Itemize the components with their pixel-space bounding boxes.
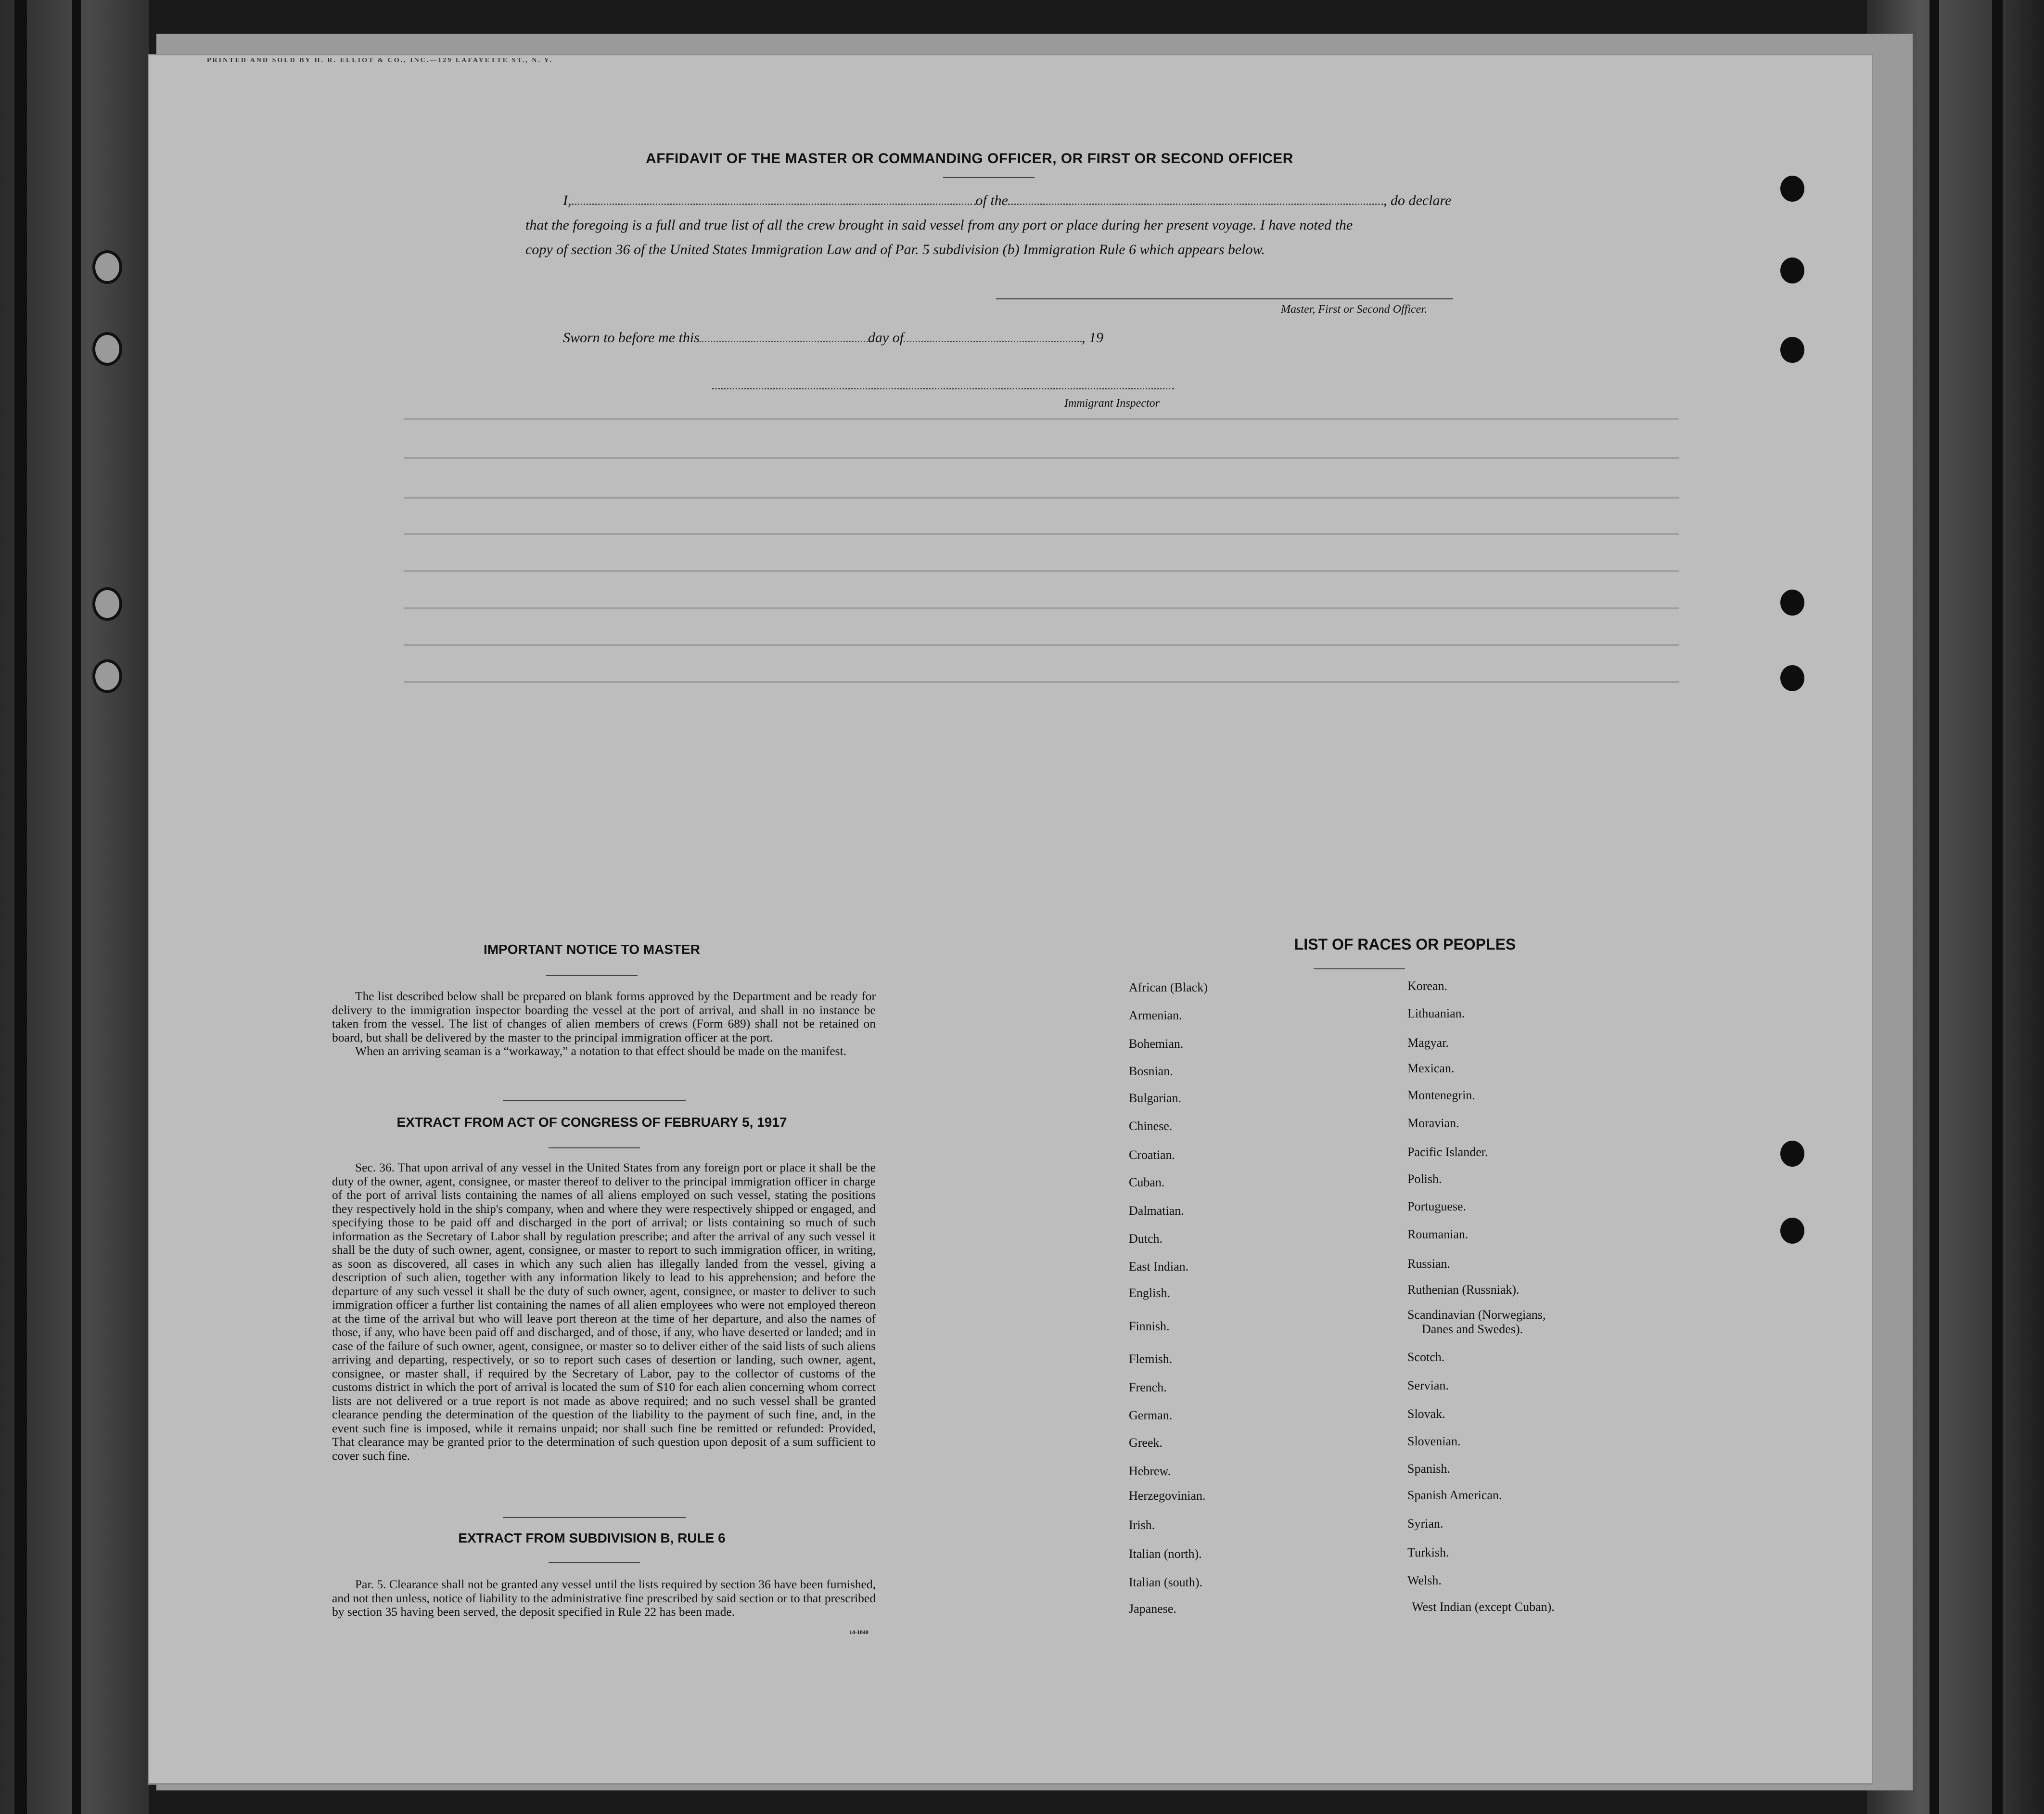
form-number: 14-1840 bbox=[849, 1629, 869, 1635]
affidavit-line-3: copy of section 36 of the United States Immigration Law and of Par. 5 subdivision (b) Immigration Rule 6 which appears below. bbox=[525, 242, 1265, 257]
punch-hole bbox=[1780, 1141, 1804, 1167]
binder-hole bbox=[92, 250, 122, 284]
of-the-label: of the bbox=[975, 193, 1008, 208]
race-item: Moravian. bbox=[1407, 1116, 1459, 1130]
race-item: Finnish. bbox=[1129, 1319, 1170, 1333]
punch-hole bbox=[1780, 257, 1804, 283]
sworn-line bbox=[563, 330, 1103, 346]
race-item: Dalmatian. bbox=[1129, 1204, 1184, 1218]
act-title: EXTRACT FROM ACT OF CONGRESS OF FEBRUARY 5, 1917 bbox=[396, 1115, 787, 1130]
race-item: Bulgarian. bbox=[1129, 1091, 1182, 1105]
binder-hole bbox=[92, 587, 122, 621]
binder-hole bbox=[92, 332, 122, 366]
printer-note: PRINTED AND SOLD BY H. R. ELLIOT & CO., INC.—129 LAFAYETTE ST., N. Y. bbox=[207, 57, 553, 64]
race-item: Bosnian. bbox=[1129, 1064, 1173, 1078]
race-item: Turkish. bbox=[1407, 1545, 1449, 1559]
race-item: Korean. bbox=[1407, 979, 1448, 993]
name-field[interactable] bbox=[572, 193, 976, 205]
year-label: , 19 bbox=[1082, 330, 1104, 346]
bleed-through-row bbox=[404, 457, 1679, 459]
section-divider bbox=[503, 1517, 686, 1518]
race-item: Italian (north). bbox=[1129, 1547, 1202, 1561]
race-item: Cuban. bbox=[1129, 1175, 1165, 1189]
race-item: Chinese. bbox=[1129, 1119, 1173, 1133]
section-divider bbox=[503, 1100, 686, 1101]
race-item: Irish. bbox=[1129, 1518, 1155, 1532]
do-declare-label: , do declare bbox=[1383, 193, 1452, 208]
notice-paragraph-1: The list described below shall be prepared on blank forms approved by the Department and be ready for delivery to the immigration inspector boarding the vessel at the port of arrival, and shall in no instance be taken from the vessel. The list of changes of alien members of crews (Form 689) shall not be retained on board, but shall be delivered by the master to the principal immigration officer at the port. bbox=[332, 989, 876, 1044]
scanner-stripe bbox=[1992, 0, 2003, 1814]
manifest-page bbox=[149, 55, 1872, 1783]
rule-underline bbox=[549, 1562, 640, 1563]
race-item: Hebrew. bbox=[1129, 1464, 1171, 1478]
vessel-field[interactable] bbox=[1008, 193, 1383, 205]
bleed-through-row bbox=[404, 418, 1679, 420]
race-item-continued: Danes and Swedes). bbox=[1422, 1322, 1523, 1336]
punch-hole bbox=[1780, 1218, 1804, 1244]
race-item: Syrian. bbox=[1407, 1517, 1444, 1531]
race-item: West Indian (except Cuban). bbox=[1412, 1600, 1555, 1614]
race-item: Greek. bbox=[1129, 1436, 1163, 1450]
race-item: Japanese. bbox=[1129, 1602, 1176, 1616]
race-item: Scandinavian (Norwegians, bbox=[1407, 1308, 1546, 1322]
bleed-through-row bbox=[404, 607, 1679, 609]
race-item: Slovenian. bbox=[1407, 1434, 1461, 1448]
race-item: Flemish. bbox=[1129, 1352, 1173, 1366]
race-item: Polish. bbox=[1407, 1172, 1442, 1186]
punch-hole bbox=[1780, 337, 1804, 363]
race-item: Magyar. bbox=[1407, 1036, 1449, 1050]
race-item: Servian. bbox=[1407, 1378, 1449, 1392]
affidavit-title: AFFIDAVIT OF THE MASTER OR COMMANDING OFFICER, OR FIRST OR SECOND OFFICER bbox=[646, 151, 1293, 167]
race-item: German. bbox=[1129, 1408, 1173, 1422]
affidavit-i-label: I, bbox=[563, 193, 572, 208]
notice-underline bbox=[546, 975, 638, 976]
scanner-stripe bbox=[14, 0, 27, 1814]
sworn-day-field[interactable] bbox=[700, 330, 868, 342]
race-item: Welsh. bbox=[1407, 1573, 1442, 1587]
race-item: Spanish. bbox=[1407, 1462, 1450, 1476]
race-item: Armenian. bbox=[1129, 1008, 1182, 1022]
binder-hole bbox=[92, 659, 122, 693]
punch-hole bbox=[1780, 590, 1804, 616]
inspector-signature-line[interactable] bbox=[712, 388, 1174, 389]
inspector-label: Immigrant Inspector bbox=[1064, 397, 1160, 410]
rule-paragraph: Par. 5. Clearance shall not be granted any vessel until the lists required by section 36 have been furnished, and not then unless, notice of liability to the administrative fine prescribed by said section or to that prescribed by section 35 having been served, the deposit specified in Rule 22 has been made. bbox=[332, 1577, 876, 1619]
rule-title: EXTRACT FROM SUBDIVISION B, RULE 6 bbox=[458, 1531, 726, 1545]
race-item: Montenegrin. bbox=[1407, 1088, 1475, 1102]
act-underline bbox=[549, 1147, 640, 1148]
punch-hole bbox=[1780, 665, 1804, 691]
race-item: Slovak. bbox=[1407, 1407, 1445, 1421]
bleed-through-row bbox=[404, 497, 1679, 499]
race-item: Mexican. bbox=[1407, 1061, 1455, 1075]
race-item: Italian (south). bbox=[1129, 1575, 1203, 1589]
races-underline bbox=[1314, 968, 1405, 969]
signature-label: Master, First or Second Officer. bbox=[1281, 303, 1427, 316]
act-text bbox=[332, 1161, 876, 1463]
race-item: Roumanian. bbox=[1407, 1227, 1469, 1241]
rule-text bbox=[332, 1578, 876, 1619]
race-item: Croatian. bbox=[1129, 1148, 1175, 1162]
race-item: Scotch. bbox=[1407, 1350, 1445, 1364]
race-item: East Indian. bbox=[1129, 1260, 1189, 1274]
race-item: Pacific Islander. bbox=[1407, 1145, 1488, 1159]
race-item: Dutch. bbox=[1129, 1232, 1163, 1246]
bleed-through-row bbox=[404, 570, 1679, 572]
title-underline bbox=[943, 177, 1035, 178]
affidavit-line-2: that the foregoing is a full and true list of all the crew brought in said vessel from any port or place during her present voyage. I have noted the bbox=[525, 217, 1353, 233]
notice-text bbox=[332, 990, 876, 1058]
bleed-through-row bbox=[404, 644, 1679, 646]
scanner-stripe bbox=[72, 0, 81, 1814]
sworn-month-field[interactable] bbox=[904, 330, 1082, 342]
punch-hole bbox=[1780, 176, 1804, 202]
day-of-label: day of bbox=[868, 330, 904, 346]
races-title: LIST OF RACES OR PEOPLES bbox=[1294, 936, 1516, 953]
race-item: Spanish American. bbox=[1407, 1488, 1502, 1502]
bleed-through-row bbox=[404, 681, 1679, 683]
bleed-through-row bbox=[404, 533, 1679, 535]
race-item: African (Black) bbox=[1129, 980, 1208, 994]
affidavit-line-1 bbox=[563, 193, 1451, 209]
sworn-label: Sworn to before me this bbox=[563, 330, 700, 346]
race-item: English. bbox=[1129, 1286, 1170, 1300]
race-item: French. bbox=[1129, 1380, 1167, 1394]
race-item: Herzegovinian. bbox=[1129, 1489, 1206, 1503]
notice-paragraph-2: When an arriving seaman is a “workaway,” a notation to that effect should be made on the manifest. bbox=[355, 1044, 847, 1058]
race-item: Portuguese. bbox=[1407, 1199, 1467, 1213]
notice-title: IMPORTANT NOTICE TO MASTER bbox=[483, 942, 701, 957]
race-item: Lithuanian. bbox=[1407, 1006, 1465, 1020]
race-item: Ruthenian (Russniak). bbox=[1407, 1283, 1520, 1297]
act-paragraph: Sec. 36. That upon arrival of any vessel in the United States from any foreign port or place it shall be the duty of the owner, agent, consignee, or master thereof to deliver to the principal immigration officer in charge of the port of arrival lists containing the names of all aliens employed on such vessel, stating the positions they respectively hold in the ship's company, when and where they were respectively shipped or engaged, and specifying those to be paid off and discharged in the port of arrival; or lists containing so much of such information as the Secretary of Labor shall by regulation prescribe; and after the arrival of any such vessel it shall be the duty of such owner, agent, consignee, or master to report to such immigration officer, in writing, as soon as discovered, all cases in which any such alien has illegally landed from the vessel, giving a description of such alien, together with any information likely to lead to his apprehension; and before the departure of any such vessel it shall be the duty of such owner, agent, consignee, or master to deliver to such immigration officer a further list containing the names of all alien employees who were not employed thereon at the time of the arrival but who will leave port thereon at the time of her departure, and also the names of those, if any, who have been paid off and discharged, and of those, if any, who have deserted or landed; and in case of the failure of such owner, agent, consignee, or master so to deliver either of the said lists of such aliens arriving and departing, respectively, or so to report such cases of desertion or landing, such owner, agent, consignee, or master shall, if required by the Secretary of Labor, pay to the collector of customs of the customs district in which the port of arrival is located the sum of $10 for each alien concerning whom correct lists are not delivered or a true report is not made as above required; and no such vessel shall be granted clearance pending the determination of the question of the liability to the payment of such fine, and, in the event such fine is imposed, while it remains unpaid; nor shall such fine be remitted or refunded: Provided, That clearance may be granted prior to the determination of such question upon deposit of a sum sufficient to cover such fine. bbox=[332, 1160, 876, 1463]
race-item: Bohemian. bbox=[1129, 1037, 1184, 1051]
scanner-stripe bbox=[1929, 0, 1939, 1814]
signature-line[interactable] bbox=[996, 298, 1453, 299]
race-item: Russian. bbox=[1407, 1257, 1450, 1271]
